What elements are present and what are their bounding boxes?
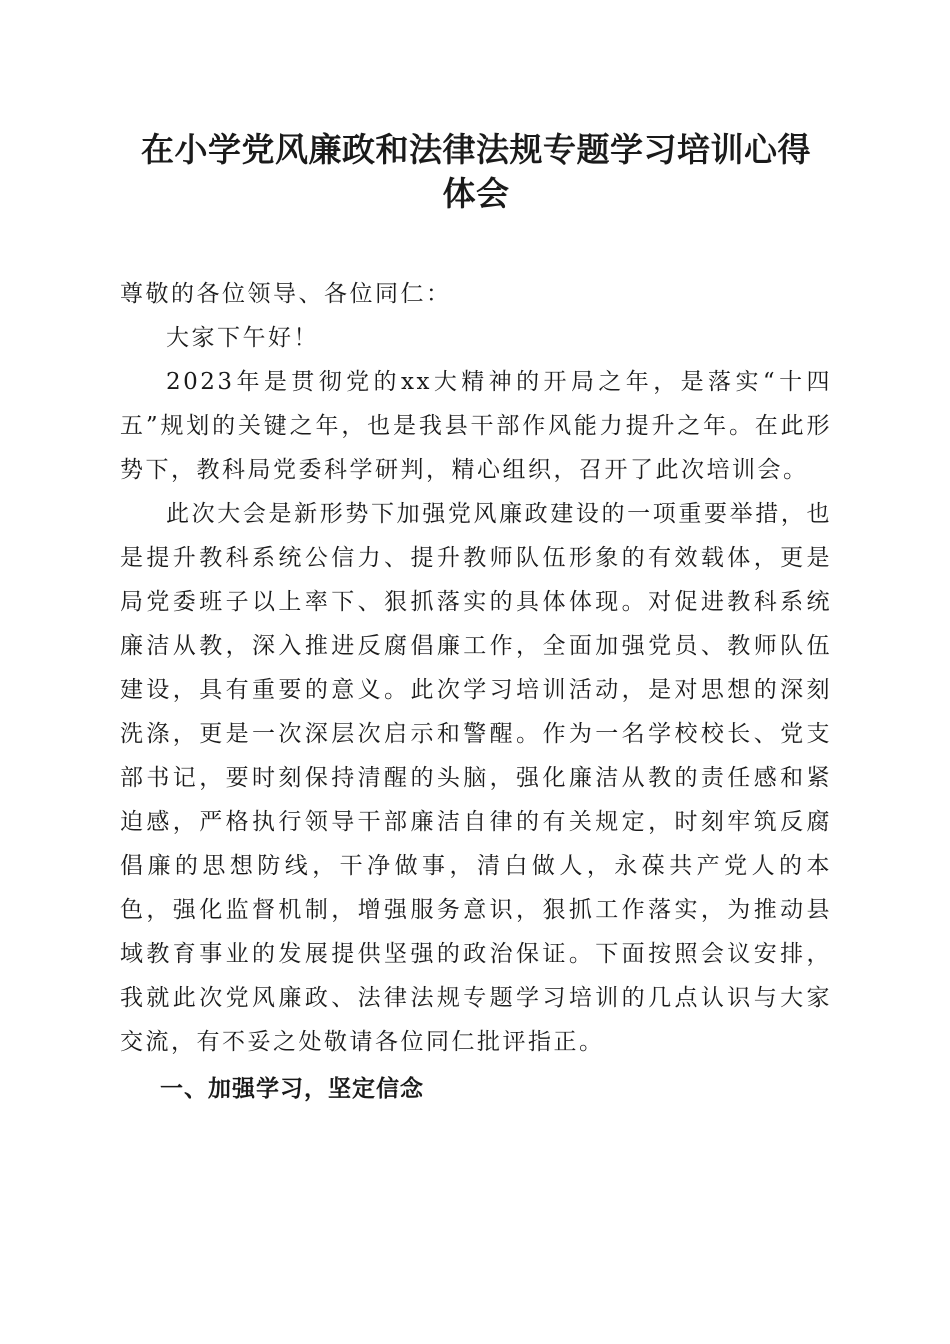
document-body <box>120 272 832 1114</box>
document-title <box>120 128 832 216</box>
paragraph-1: 2023年是贯彻党的xx大精神的开局之年，是落实“十四五”规划的关键之年，也是我县干部作风能力提升之年。在此形势下，教科局党委科学研判，精心组织，召开了此次培训会。 <box>120 369 832 483</box>
greeting: 大家下午好！ <box>166 325 319 351</box>
title-line-1: 在小学党风廉政和法律法规专题学习培训心得 <box>141 130 811 169</box>
section-heading: 一、加强学习，坚定信念 <box>160 1076 424 1102</box>
title-line-2: 体会 <box>442 174 510 213</box>
document-page <box>120 128 832 1114</box>
salutation: 尊敬的各位领导、各位同仁： <box>120 281 452 307</box>
paragraph-2: 此次大会是新形势下加强党风廉政建设的一项重要举措，也是提升教科系统公信力、提升教师队伍形象的有效载体，更是局党委班子以上率下、狠抓落实的具体体现。对促进教科系统廉洁从教，深入推进反腐倡廉工作，全面加强党员、教师队伍建设，具有重要的意义。此次学习培训活动，是对思想的深刻洗涤，更是一次深层次启示和警醒。作为一名学校校长、党支部书记，要时刻保持清醒的头脑，强化廉洁从教的责任感和紧迫感，严格执行领导干部廉洁自律的有关规定，时刻牢筑反腐倡廉的思想防线，干净做事，清白做人，永葆共产党人的本色，强化监督机制，增强服务意识，狠抓工作落实，为推动县域教育事业的发展提供坚强的政治保证。下面按照会议安排，我就此次党风廉政、法律法规专题学习培训的几点认识与大家交流，有不妥之处敬请各位同仁批评指正。 <box>120 501 832 1055</box>
